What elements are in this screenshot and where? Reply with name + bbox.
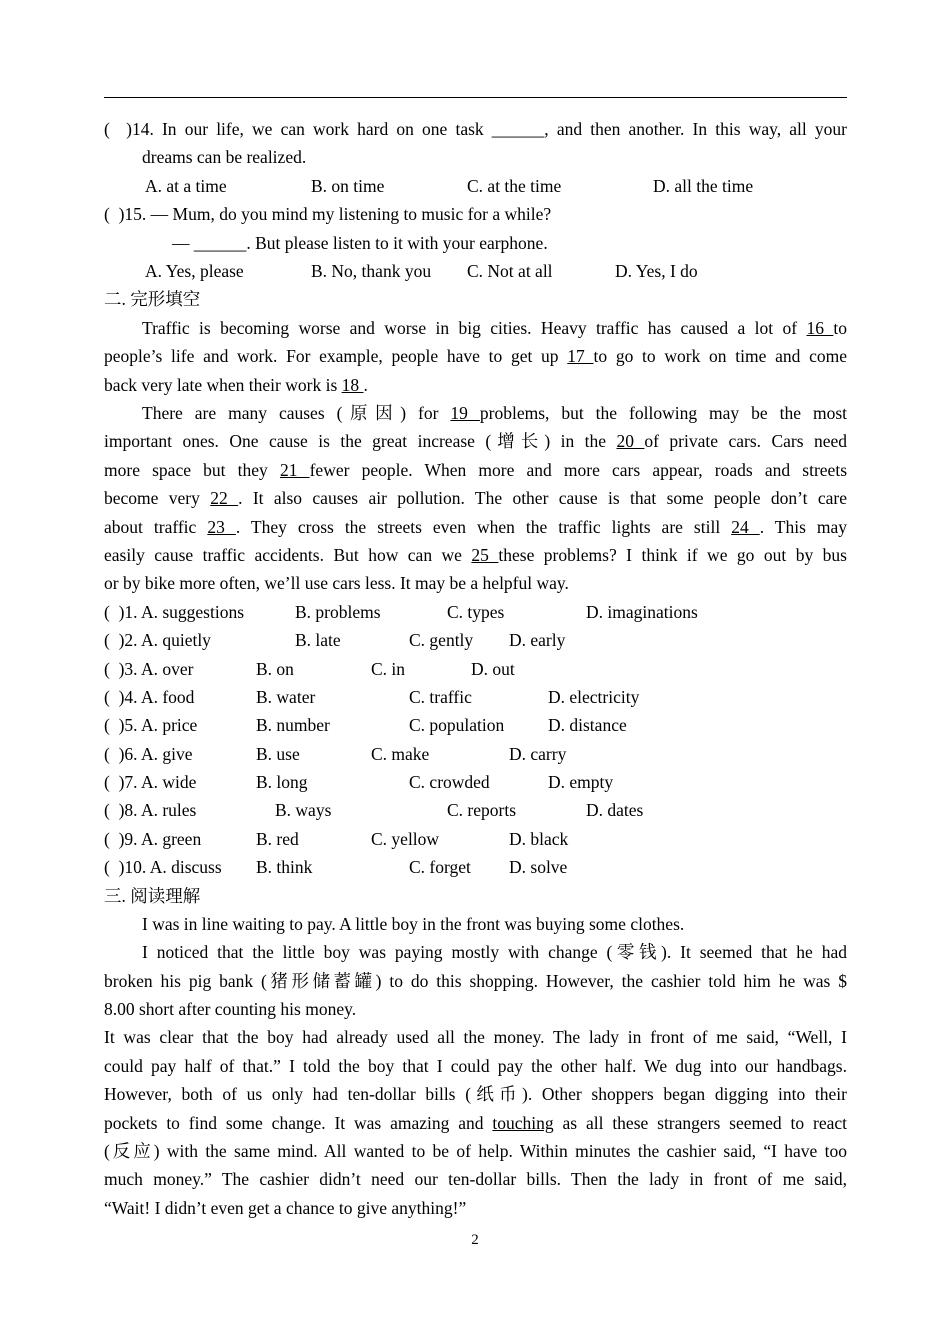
reading-p2-line3: 8.00 short after counting his money. (104, 999, 357, 1019)
reading-p3-line6: much money.” The cashier didn’t need our ten-dollar bills. Then the lady in front of me said, (104, 1169, 847, 1189)
q14-stem-line1: ( )14. In our life, we can work hard on one task ______, and then another. In this way, all your (104, 119, 847, 139)
cloze-question: ( )3. A. over B. on C. in D. out (104, 659, 515, 679)
header-rule (104, 97, 847, 98)
cloze-question: ( )10. A. discuss B. think C. forget D. solve (104, 857, 568, 877)
blank-20: 20 (616, 431, 645, 451)
blank-16: 16 (806, 318, 834, 338)
blank-19: 19 (450, 403, 480, 423)
reading-p3-line1: It was clear that the boy had already used all the money. The lady in front of me said, “Well, I (104, 1027, 847, 1047)
q15-option-b: B. No, thank you (311, 261, 432, 281)
cloze-p2-line6: easily cause traffic accidents. But how can we 25 these problems? I think if we go out by bus (104, 545, 847, 565)
q14-option-c: C. at the time (467, 176, 562, 196)
reading-p3-line2: could pay half of that.” I told the boy that I could pay the other half. We dug into our handbags. (104, 1056, 847, 1076)
cloze-p2-line4: become very 22 . It also causes air pollution. The other cause is that some people don’t care (104, 488, 848, 508)
reading-p3-line4: pockets to find some change. It was amazing and touching as all these strangers seemed to react (104, 1113, 847, 1133)
q14-option-a: A. at a time (145, 176, 227, 196)
cloze-p1-line3: back very late when their work is 18 . (104, 375, 368, 395)
cloze-question: ( )8. A. rules B. ways C. reports D. dates (104, 800, 644, 820)
cloze-question: ( )1. A. suggestions B. problems C. types D. imaginations (104, 602, 698, 622)
q14-stem-line2: dreams can be realized. (142, 147, 307, 167)
cloze-p2-line3: more space but they 21 fewer people. When more and more cars appear, roads and streets (104, 460, 848, 480)
blank-22: 22 (210, 488, 239, 508)
blank-18: 18 (341, 375, 364, 395)
q15-option-d: D. Yes, I do (615, 261, 698, 281)
cloze-p2-line2: important ones. One cause is the great increase (增长) in the 20 of private cars. Cars need (104, 431, 847, 451)
cloze-p2-line1: There are many causes (原因) for 19 problems, but the following may be the most (142, 403, 848, 423)
cloze-question: ( )9. A. green B. red C. yellow D. black (104, 829, 569, 849)
section2-heading: 二. 完形填空 (104, 289, 201, 309)
reading-p3-line7: “Wait! I didn’t even get a chance to give anything!” (104, 1198, 467, 1218)
cloze-p1-line1: Traffic is becoming worse and worse in big cities. Heavy traffic has caused a lot of 16 to (142, 318, 848, 338)
underlined-word: touching (492, 1113, 554, 1133)
q15-option-c: C. Not at all (467, 261, 553, 281)
q14-option-b: B. on time (311, 176, 385, 196)
blank-24: 24 (731, 517, 760, 537)
q15-stem-line2: — ______. But please listen to it with your earphone. (172, 233, 548, 253)
reading-p1: I was in line waiting to pay. A little boy in the front was buying some clothes. (142, 914, 685, 934)
cloze-question: ( )5. A. price B. number C. population D. distance (104, 715, 627, 735)
q14-options (104, 172, 847, 200)
blank-23: 23 (207, 517, 236, 537)
cloze-question: ( )6. A. give B. use C. make D. carry (104, 744, 567, 764)
reading-p3-line3: However, both of us only had ten-dollar bills (纸币). Other shoppers began digging into their (104, 1084, 847, 1104)
blank-21: 21 (279, 460, 310, 480)
cloze-question: ( )4. A. food B. water C. traffic D. electricity (104, 687, 640, 707)
reading-p2-line2: broken his pig bank (猪形储蓄罐) to do this shopping. However, the cashier told him he was $ (104, 971, 847, 991)
cloze-p1-line2: people’s life and work. For example, people have to get up 17 to go to work on time and come (104, 346, 847, 366)
blank-25: 25 (471, 545, 499, 565)
page-number: 2 (471, 1232, 479, 1248)
q14-option-d: D. all the time (653, 176, 754, 196)
q15-stem-line1: ( )15. — Mum, do you mind my listening to music for a while? (104, 204, 552, 224)
q15-options (104, 257, 847, 285)
section3-heading: 三. 阅读理解 (104, 886, 201, 906)
blank-17: 17 (567, 346, 594, 366)
cloze-question: ( )7. A. wide B. long C. crowded D. empty (104, 772, 614, 792)
q15-option-a: A. Yes, please (145, 261, 244, 281)
reading-p3-line5: (反应) with the same mind. All wanted to be of help. Within minutes the cashier said, “I have too (104, 1141, 847, 1161)
cloze-p2-line7: or by bike more often, we’ll use cars less. It may be a helpful way. (104, 573, 569, 593)
reading-p2-line1: I noticed that the little boy was paying mostly with change (零钱). It seemed that he had (142, 942, 847, 962)
cloze-question: ( )2. A. quietly B. late C. gently D. early (104, 630, 566, 650)
cloze-p2-line5: about traffic 23 . They cross the streets even when the traffic lights are still 24 . This may (104, 517, 848, 537)
